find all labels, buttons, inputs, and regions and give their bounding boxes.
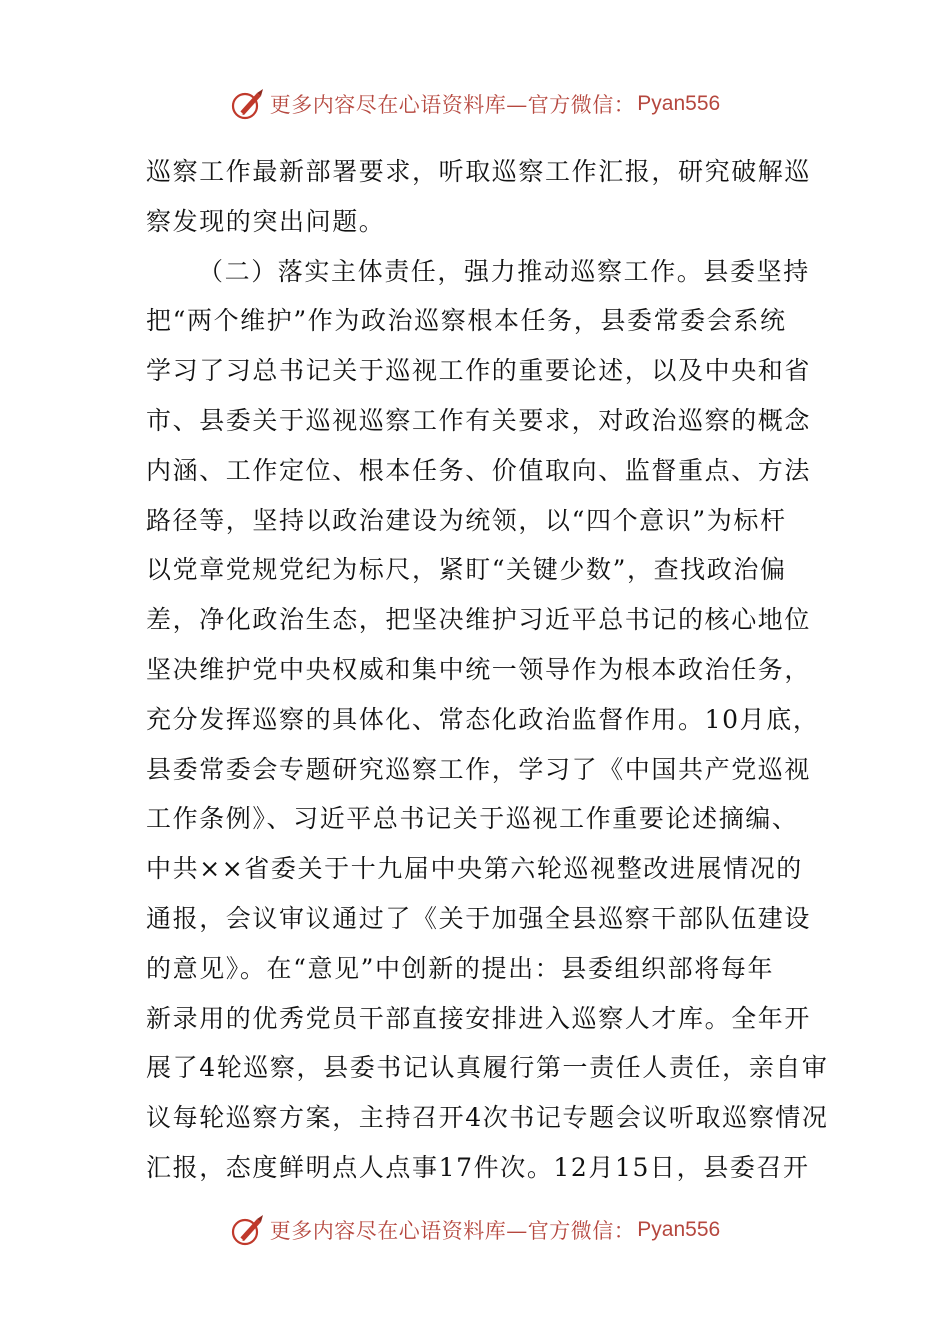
body-line: 通报，会议审议通过了《关于加强全县巡察干部队伍建设 (146, 903, 812, 933)
body-line: 把“两个维护”作为政治巡察根本任务，县委常委会系统 (146, 306, 787, 336)
body-line: 察发现的突出问题。 (146, 206, 386, 236)
footer-banner-id: Pyan556 (637, 1218, 721, 1241)
body-line: 巡察工作最新部署要求，听取巡察工作汇报，研究破解巡 (146, 157, 812, 186)
body-line: 的意见》。在“意见”中创新的提出：县委组织部将每年 (146, 953, 775, 983)
body-line: 工作条例》、习近平总书记关于巡视工作重要论述摘编、 (146, 804, 799, 834)
body-line: 汇报，态度鲜明点人点事17件次。12月15日，县委召开 (146, 1152, 810, 1182)
header-banner-id: Pyan556 (637, 92, 721, 115)
header-banner-text: 更多内容尽在心语资料库—官方微信： (269, 93, 636, 117)
body-line: 以党章党规党纪为标尺，紧盯“关键少数”，查找政治偏 (146, 555, 787, 585)
body-line: 充分发挥巡察的具体化、常态化政治监督作用。10月底， (146, 704, 820, 734)
body-line: 新录用的优秀党员干部直接安排进入巡察人才库。全年开 (146, 1003, 812, 1033)
pen-quill-icon (230, 87, 266, 121)
section-heading-line: （二）落实主体责任，强力推动巡察工作。县委坚持 (198, 256, 810, 286)
footer-banner (0, 1210, 950, 1250)
body-line: 议每轮巡察方案，主持召开4次书记专题会议听取巡察情况 (146, 1103, 829, 1133)
body-line: 差，净化政治生态，把坚决维护习近平总书记的核心地位 (146, 605, 812, 635)
body-line: 学习了习总书记关于巡视工作的重要论述，以及中央和省 (146, 356, 812, 386)
footer-banner-text: 更多内容尽在心语资料库—官方微信： (269, 1219, 636, 1243)
body-line: 路径等，坚持以政治建设为统领，以“四个意识”为标杆 (146, 505, 787, 535)
body-line: 坚决维护党中央权威和集中统一领导作为根本政治任务， (146, 654, 812, 684)
header-banner (0, 84, 950, 124)
body-line: 内涵、工作定位、根本任务、价值取向、监督重点、方法 (146, 455, 812, 485)
body-line: 展了4轮巡察，县委书记认真履行第一责任人责任，亲自审 (146, 1053, 829, 1083)
body-line: 市、县委关于巡视巡察工作有关要求，对政治巡察的概念 (146, 405, 812, 435)
pen-quill-icon (230, 1213, 266, 1247)
document-body (146, 147, 829, 1193)
body-line: 中共××省委关于十九届中央第六轮巡视整改进展情况的 (146, 854, 803, 884)
body-line: 县委常委会专题研究巡察工作，学习了《中国共产党巡视 (146, 754, 812, 784)
